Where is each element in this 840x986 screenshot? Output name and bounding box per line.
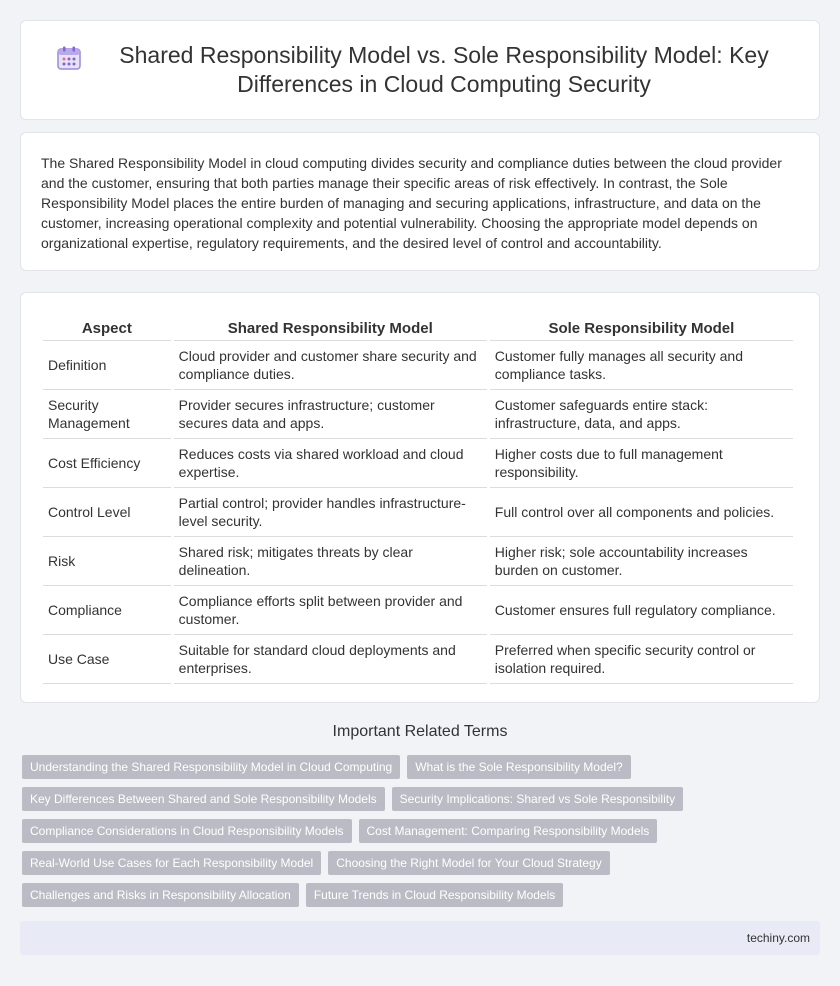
calendar-icon [56,45,82,71]
related-term-link[interactable]: Key Differences Between Shared and Sole Responsibility Models [22,787,385,811]
related-terms-title: Important Related Terms [332,723,508,740]
comparison-table-card [20,292,820,703]
related-term-link[interactable]: Choosing the Right Model for Your Cloud Strategy [328,851,610,875]
table-row [43,537,793,586]
related-term-link[interactable]: Security Implications: Shared vs Sole Responsibility [392,787,683,811]
title-wrap [56,41,784,99]
related-term-link[interactable]: Future Trends in Cloud Responsibility Models [306,883,563,907]
cell-shared: Shared risk; mitigates threats by clear delineation. [174,537,487,586]
cell-sole: Higher costs due to full management responsibility. [490,439,793,488]
table-row [43,586,793,635]
cell-aspect: Security Management [43,390,171,439]
tag-row [22,883,822,907]
table-row [43,390,793,439]
cell-aspect: Cost Efficiency [43,439,171,488]
cell-sole: Customer ensures full regulatory compliance. [490,586,793,635]
cell-shared: Provider secures infrastructure; customer secures data and apps. [174,390,487,439]
title-card [20,20,820,120]
related-term-link[interactable]: Cost Management: Comparing Responsibility Models [359,819,658,843]
related-term-link[interactable]: Real-World Use Cases for Each Responsibility Model [22,851,321,875]
cell-sole: Customer safeguards entire stack: infrastructure, data, and apps. [490,390,793,439]
related-term-link[interactable]: Compliance Considerations in Cloud Responsibility Models [22,819,352,843]
tag-row [22,787,822,811]
table-row [43,341,793,390]
cell-sole: Full control over all components and policies. [490,488,793,537]
intro-text: The Shared Responsibility Model in cloud computing divides security and compliance duties between the cloud provider and the customer, ensuring that both parties manage their specific areas of risk effectively. In contrast, the Sole Responsibility Model places the entire burden of managing and securing applications, infrastructure, and data on the customer, increasing operational complexity and potential vulnerability. Choosing the appropriate model depends on organizational expertise, regulatory requirements, and the desired level of control and accountability. [41,155,782,251]
table-row [43,488,793,537]
table-header-row [43,311,793,341]
table-row [43,635,793,684]
footer [20,921,820,955]
header-shared: Shared Responsibility Model [174,311,487,341]
related-term-link[interactable]: Understanding the Shared Responsibility Model in Cloud Computing [22,755,400,779]
cell-sole: Higher risk; sole accountability increases burden on customer. [490,537,793,586]
header-sole: Sole Responsibility Model [490,311,793,341]
related-term-link[interactable]: What is the Sole Responsibility Model? [407,755,630,779]
cell-sole: Preferred when specific security control or isolation required. [490,635,793,684]
cell-aspect: Control Level [43,488,171,537]
related-term-link[interactable]: Challenges and Risks in Responsibility Allocation [22,883,299,907]
cell-aspect: Risk [43,537,171,586]
cell-shared: Reduces costs via shared workload and cloud expertise. [174,439,487,488]
cell-shared: Compliance efforts split between provider and customer. [174,586,487,635]
cell-aspect: Compliance [43,586,171,635]
tag-row [22,755,822,779]
table-row [43,439,793,488]
cell-shared: Cloud provider and customer share security and compliance duties. [174,341,487,390]
cell-shared: Suitable for standard cloud deployments and enterprises. [174,635,487,684]
tag-row [22,851,822,875]
cell-sole: Customer fully manages all security and compliance tasks. [490,341,793,390]
cell-shared: Partial control; provider handles infrastructure-level security. [174,488,487,537]
intro-card [20,132,820,271]
cell-aspect: Definition [43,341,171,390]
page-title: Shared Responsibility Model vs. Sole Responsibility Model: Key Differences in Cloud Computing Security [119,42,769,97]
tag-row [22,819,822,843]
header-aspect: Aspect [43,311,171,341]
comparison-table [40,311,796,684]
footer-site-name[interactable]: techiny.com [746,931,810,945]
cell-aspect: Use Case [43,635,171,684]
related-terms-tags [22,755,822,915]
